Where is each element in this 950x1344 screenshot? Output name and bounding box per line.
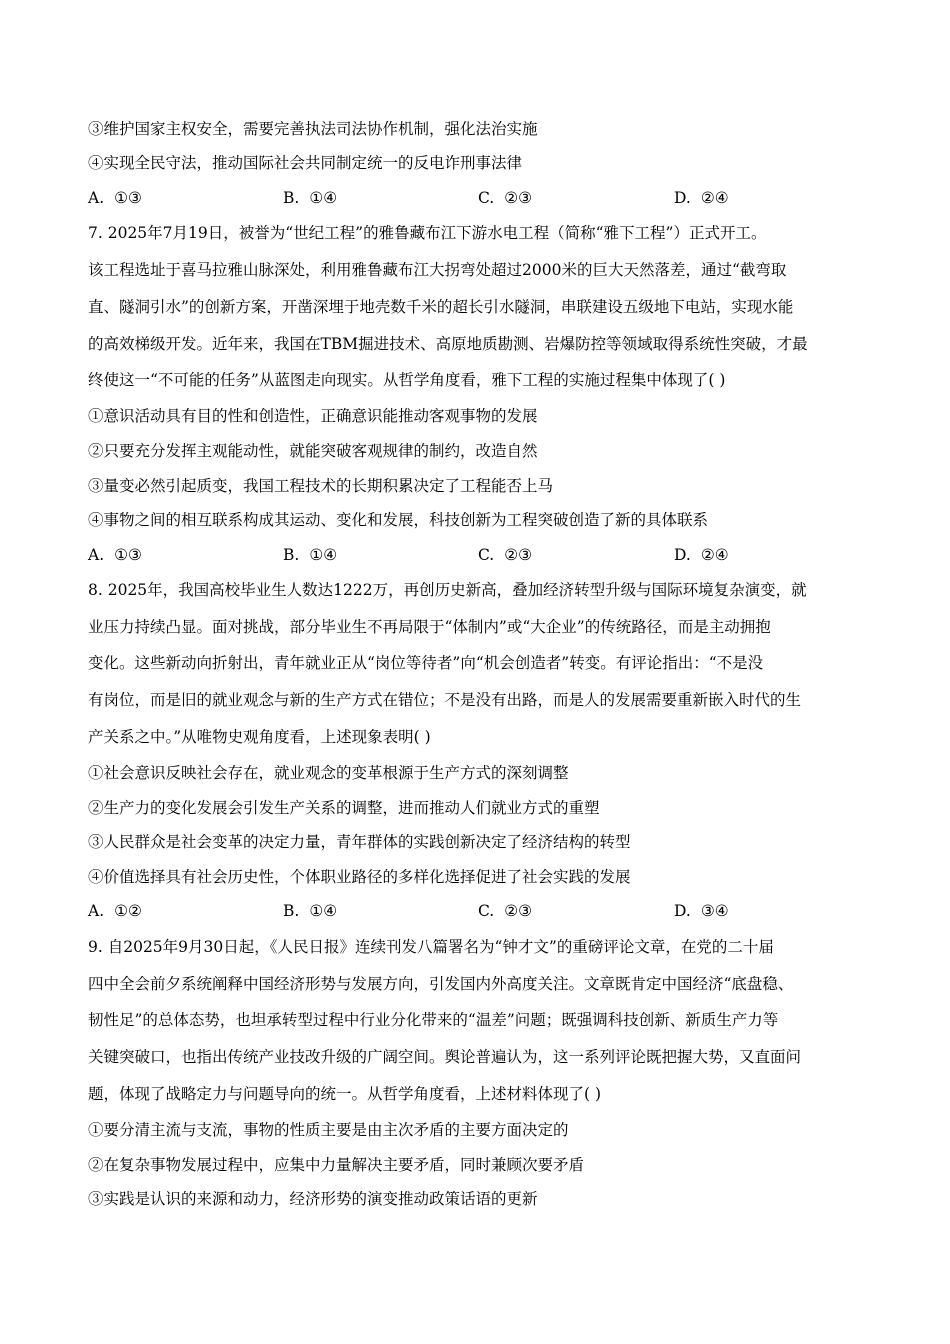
option-label: A. (88, 189, 105, 207)
q8-option-a[interactable] (88, 901, 142, 921)
option-text: ①④ (309, 902, 338, 920)
option-label: A. (88, 546, 105, 564)
q7-statement-3: ③量变必然引起质变，我国工程技术的长期积累决定了工程能否上马 (88, 477, 554, 495)
q8-stem-line-4: 有岗位，而是旧的就业观念与新的生产方式在错位；不是没有出路，而是人的发展需要重新嵌入时代的生 (88, 691, 802, 709)
q7-options (88, 545, 868, 565)
q8-option-c[interactable] (478, 901, 532, 921)
q9-stem-line-4: 关键突破口，也指出传统产业技改升级的广阔空间。舆论普遍认为，这一系列评论既把握大势，又直面问 (88, 1048, 802, 1066)
option-text: ①④ (309, 189, 338, 207)
q6-option-b[interactable] (283, 188, 337, 208)
option-text: ①④ (309, 546, 338, 564)
option-text: ②③ (504, 189, 533, 207)
q6-option-d[interactable] (674, 188, 729, 208)
q9-stem-line-2: 四中全会前夕系统阐释中国经济形势与发展方向，引发国内外高度关注。文章既肯定中国经济“底盘稳、 (88, 975, 794, 993)
option-label: C. (478, 189, 495, 207)
q7-option-d[interactable] (674, 545, 729, 565)
q7-statement-2: ②只要充分发挥主观能动性，就能突破客观规律的制约，改造自然 (88, 442, 538, 460)
q8-option-d[interactable] (674, 901, 729, 921)
q8-stem-line-5: 产关系之中。”从唯物史观角度看，上述现象表明( ) (88, 728, 431, 746)
option-text: ①③ (114, 546, 142, 564)
q9-statement-1: ①要分清主流与支流，事物的性质主要是由主次矛盾的主要方面决定的 (88, 1121, 569, 1139)
q8-statement-4: ④价值选择具有社会历史性，个体职业路径的多样化选择促进了社会实践的发展 (88, 868, 631, 886)
q8-option-b[interactable] (283, 901, 337, 921)
option-text: ②③ (504, 546, 533, 564)
q9-statement-2: ②在复杂事物发展过程中，应集中力量解决主要矛盾，同时兼顾次要矛盾 (88, 1156, 585, 1174)
option-text: ②④ (700, 189, 729, 207)
option-label: D. (674, 546, 691, 564)
q6-option-a[interactable] (88, 188, 142, 208)
q7-option-b[interactable] (283, 545, 337, 565)
q7-stem-line-5: 终使这一“不可能的任务”从蓝图走向现实。从哲学角度看，雅下工程的实施过程集中体现了( ) (88, 371, 726, 389)
q8-stem-line-1: 8. 2025年，我国高校毕业生人数达1222万，再创历史新高，叠加经济转型升级与国际环境复杂演变，就 (88, 581, 807, 599)
q7-stem-line-1: 7. 2025年7月19日，被誉为“世纪工程”的雅鲁藏布江下游水电工程（简称“雅下工程”）正式开工。 (88, 224, 767, 242)
q8-statement-2: ②生产力的变化发展会引发生产关系的调整，进而推动人们就业方式的重塑 (88, 799, 600, 817)
option-label: B. (283, 189, 300, 207)
q6-options (88, 188, 868, 208)
option-label: B. (283, 546, 300, 564)
q6-option-c[interactable] (478, 188, 532, 208)
option-text: ③④ (700, 902, 729, 920)
q8-statement-3: ③人民群众是社会变革的决定力量，青年群体的实践创新决定了经济结构的转型 (88, 833, 631, 851)
option-label: A. (88, 902, 105, 920)
q8-options (88, 901, 868, 921)
q7-option-c[interactable] (478, 545, 532, 565)
option-text: ②④ (700, 546, 729, 564)
q9-stem-line-5: 题，体现了战略定力与问题导向的统一。从哲学角度看，上述材料体现了( ) (88, 1085, 602, 1103)
option-text: ①② (114, 902, 142, 920)
option-text: ②③ (504, 902, 533, 920)
option-label: C. (478, 546, 495, 564)
q8-stem-line-3: 变化。这些新动向折射出，青年就业正从“岗位等待者”向“机会创造者”转变。有评论指出：“不是没 (88, 654, 764, 672)
q6-statement-3: ③维护国家主权安全，需要完善执法司法协作机制，强化法治实施 (88, 120, 538, 138)
option-label: D. (674, 902, 691, 920)
q9-statement-3: ③实践是认识的来源和动力，经济形势的演变推动政策话语的更新 (88, 1190, 538, 1208)
option-text: ①③ (114, 189, 142, 207)
q7-statement-4: ④事物之间的相互联系构成其运动、变化和发展，科技创新为工程突破创造了新的具体联系 (88, 511, 709, 529)
q8-statement-1: ①社会意识反映社会存在，就业观念的变革根源于生产方式的深刻调整 (88, 764, 569, 782)
q6-statement-4: ④实现全民守法，推动国际社会共同制定统一的反电诈刑事法律 (88, 154, 523, 172)
q7-stem-line-4: 的高效梯级开发。近年来，我国在TBM掘进技术、高原地质勘测、岩爆防控等领域取得系统性突破，才最 (88, 335, 808, 353)
q8-stem-line-2: 业压力持续凸显。面对挑战，部分毕业生不再局限于“体制内”或“大企业”的传统路径，而是主动拥抱 (88, 618, 771, 636)
q9-stem-line-1: 9. 自2025年9月30日起，《人民日报》连续刊发八篇署名为“钟才文”的重磅评论文章，在党的二十届 (88, 938, 774, 956)
option-label: D. (674, 189, 691, 207)
q7-option-a[interactable] (88, 545, 142, 565)
option-label: B. (283, 902, 300, 920)
q9-stem-line-3: 韧性足”的总体态势，也坦承转型过程中行业分化带来的“温差”问题；既强调科技创新、新质生产力等 (88, 1011, 779, 1029)
q7-statement-1: ①意识活动具有目的性和创造性，正确意识能推动客观事物的发展 (88, 407, 538, 425)
q7-stem-line-3: 直、隧洞引水”的创新方案，开凿深埋于地壳数千米的超长引水隧洞，串联建设五级地下电站，实现水能 (88, 298, 794, 316)
q7-stem-line-2: 该工程选址于喜马拉雅山脉深处，利用雅鲁藏布江大拐弯处超过2000米的巨大天然落差，通过“截弯取 (88, 261, 787, 279)
option-label: C. (478, 902, 495, 920)
